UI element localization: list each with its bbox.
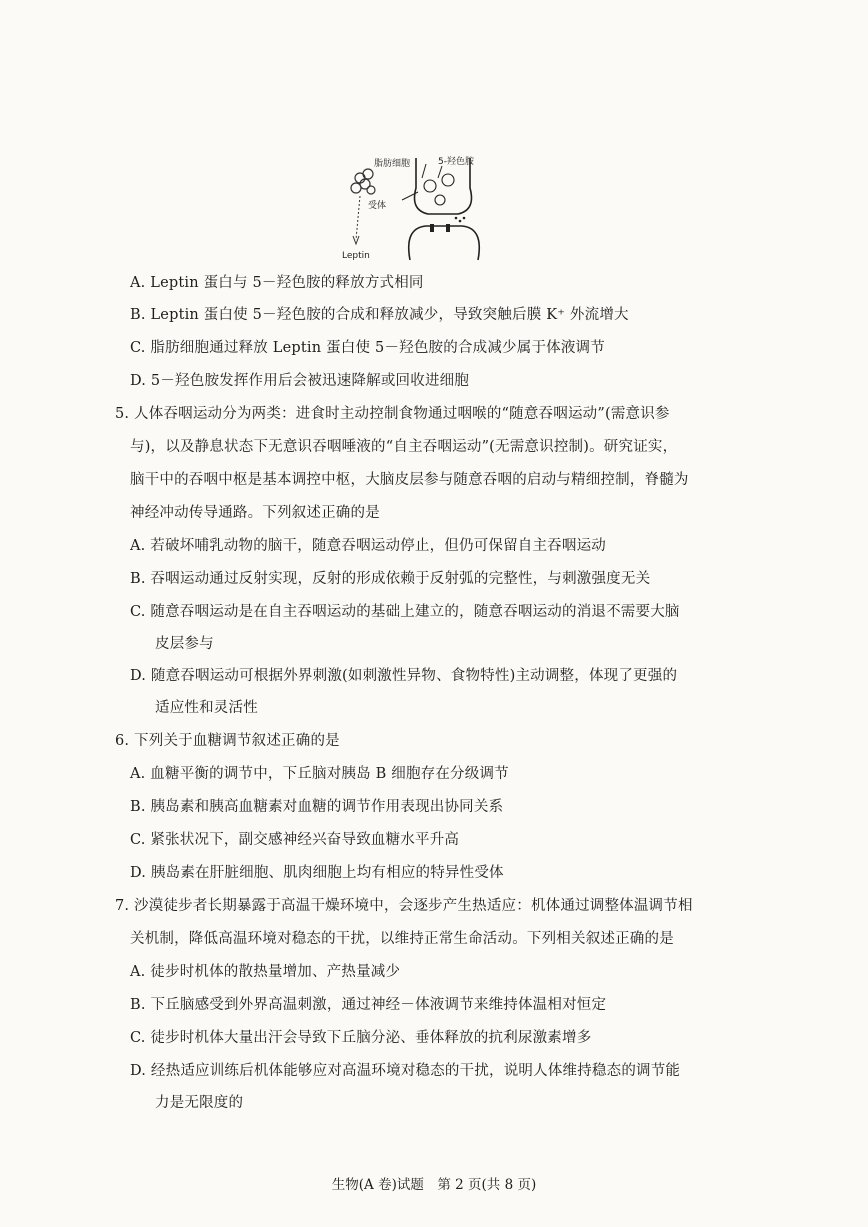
q7-option-a: A. 徒步时机体的散热量增加、产热量减少 <box>130 964 401 980</box>
q7-option-c: C. 徒步时机体大量出汗会导致下丘脑分泌、垂体释放的抗利尿激素增多 <box>130 1030 592 1046</box>
q6-option-d: D. 胰岛素在肝脏细胞、肌肉细胞上均有相应的特异性受体 <box>130 865 504 881</box>
page-footer: 生物(A 卷)试题 第 2 页(共 8 页) <box>331 1177 537 1193</box>
receptor-label: 受体 <box>368 201 387 211</box>
q7-stem-line: 7. 沙漠徒步者长期暴露于高温干燥环境中，会逐步产生热适应：机体通过调整体温调节相 <box>115 898 693 914</box>
vesicle <box>435 195 445 205</box>
q5-option-d-cont: 适应性和灵活性 <box>155 700 258 716</box>
q5-option-d: D. 随意吞咽运动可根据外界刺激(如刺激性异物、食物特性)主动调整，体现了更强的 <box>130 668 678 684</box>
vesicle <box>424 180 436 192</box>
q5-stem-line: 脑干中的吞咽中枢是基本调控中枢，大脑皮层参与随意吞咽的启动与精细控制，脊髓为 <box>130 472 689 488</box>
fat-cell-icon <box>351 169 375 194</box>
q5-option-a: A. 若破坏哺乳动物的脑干，随意吞咽运动停止，但仍可保留自主吞咽运动 <box>130 538 606 554</box>
q7-option-b: B. 下丘脑感受到外界高温刺激，通过神经－体液调节来维持体温相对恒定 <box>130 997 607 1013</box>
q4-option-c: C. 脂肪细胞通过释放 Leptin 蛋白使 5－羟色胺的合成减少属于体液调节 <box>130 340 605 356</box>
q5-option-c-cont: 皮层参与 <box>155 636 214 652</box>
q7-option-d-cont: 力是无限度的 <box>155 1095 244 1111</box>
fat-cell-label: 脂肪细胞 <box>374 159 411 169</box>
q5-option-c: C. 随意吞咽运动是在自主吞咽运动的基础上建立的，随意吞咽运动的消退不需要大脑 <box>130 604 680 620</box>
q7-option-d: D. 经热适应训练后机体能够应对高温环境对稳态的干扰，说明人体维持稳态的调节能 <box>130 1063 681 1079</box>
q5-option-b: B. 吞咽运动通过反射实现，反射的形成依赖于反射弧的完整性，与刺激强度无关 <box>130 571 651 587</box>
q4-option-a: A. Leptin 蛋白与 5－羟色胺的释放方式相同 <box>130 275 424 291</box>
vesicle <box>442 174 454 186</box>
receptor-pointer <box>402 192 418 200</box>
q5-stem-line: 与)，以及静息状态下无意识吞咽唾液的“自主吞咽运动”(无需意识控制)。研究证实， <box>130 439 678 455</box>
q5-stem-line: 神经冲动传导通路。下列叙述正确的是 <box>130 505 380 521</box>
leptin-label: Leptin <box>342 251 370 261</box>
q6-option-c: C. 紧张状况下，副交感神经兴奋导致血糖水平升高 <box>130 832 460 848</box>
q7-stem-line: 关机制，降低高温环境对稳态的干扰，以维持正常生命活动。下列相关叙述正确的是 <box>130 931 674 947</box>
synapse-diagram <box>338 148 488 263</box>
serotonin-label: 5-羟色胺 <box>438 157 474 167</box>
postsynaptic-membrane <box>409 226 480 260</box>
q6-option-b: B. 胰岛素和胰高血糖素对血糖的调节作用表现出协同关系 <box>130 799 504 815</box>
q4-option-b: B. Leptin 蛋白使 5－羟色胺的合成和释放减少，导致突触后膜 K⁺ 外流增大 <box>130 307 629 323</box>
synapse-diagram-svg <box>338 148 488 263</box>
q5-stem-line: 5. 人体吞咽运动分为两类：进食时主动控制食物通过咽喉的“随意吞咽运动”(需意识参 <box>115 406 670 422</box>
q6-stem: 6. 下列关于血糖调节叙述正确的是 <box>115 733 340 749</box>
leptin-arrow <box>356 196 360 240</box>
q6-option-a: A. 血糖平衡的调节中，下丘脑对胰岛 B 细胞存在分级调节 <box>130 766 509 782</box>
q4-option-d: D. 5－羟色胺发挥作用后会被迅速降解或回收进细胞 <box>130 373 470 389</box>
